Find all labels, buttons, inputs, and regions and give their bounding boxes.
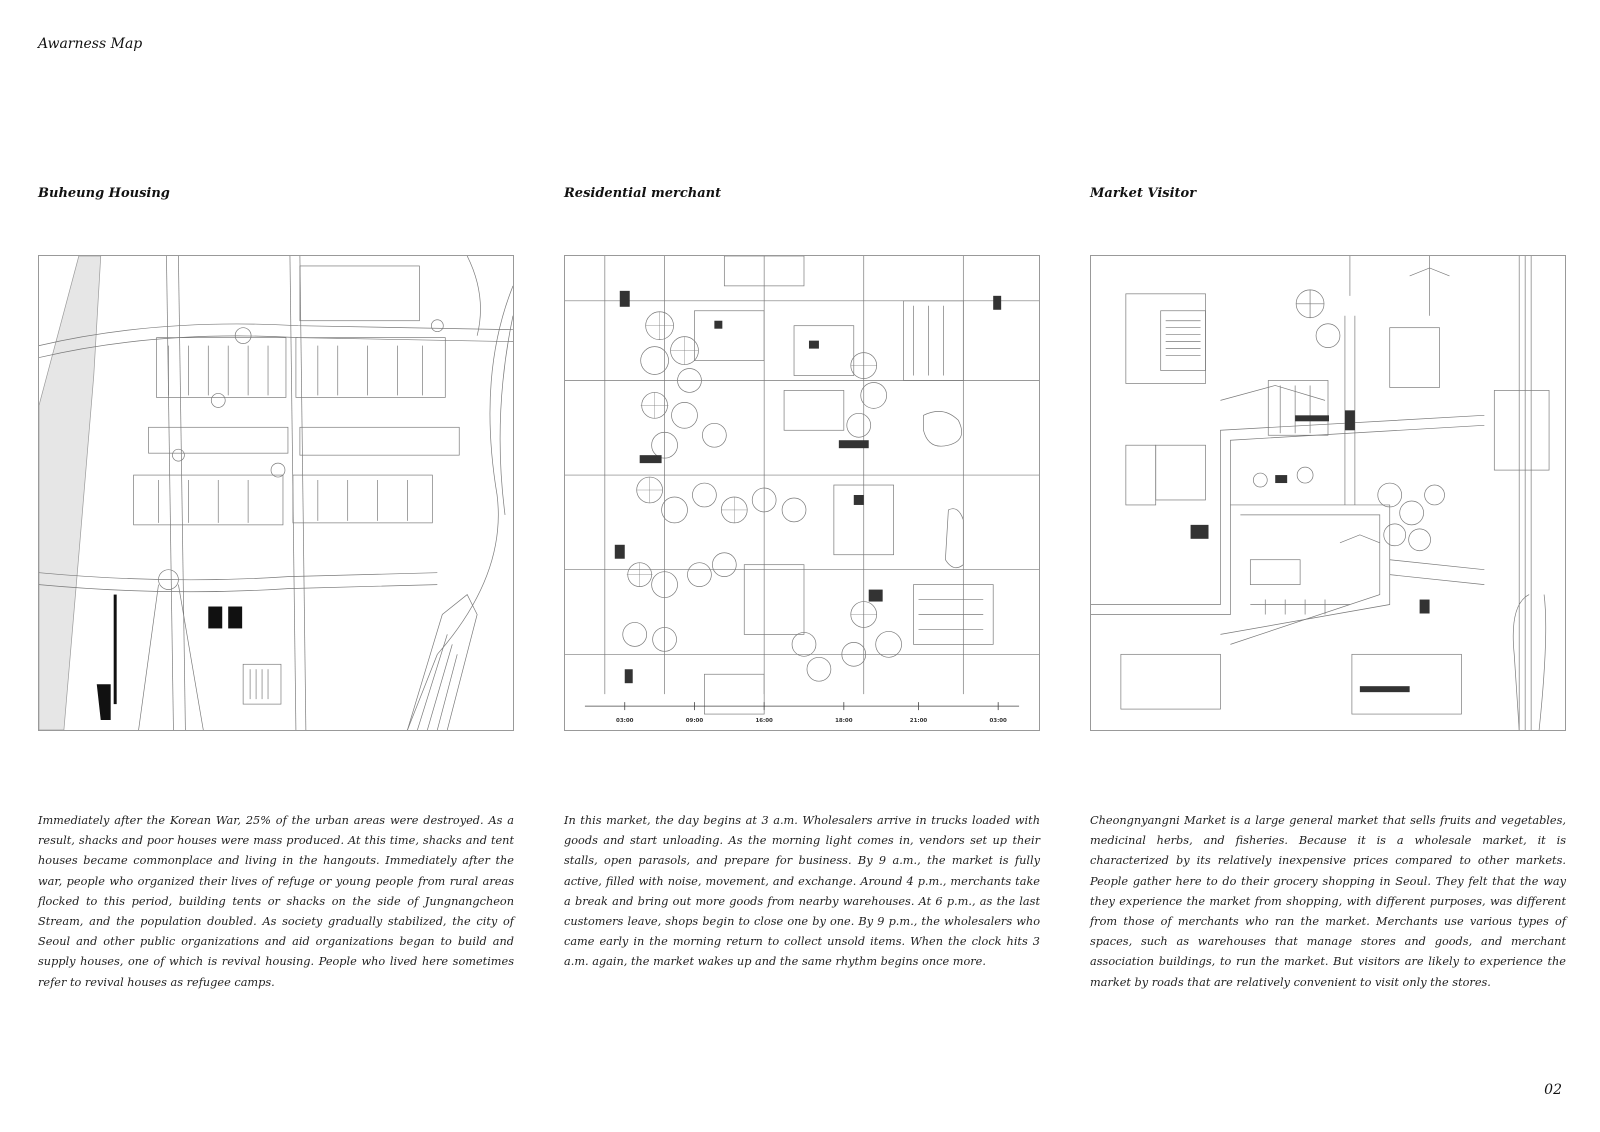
timeline-tick-label: 21:00	[909, 718, 928, 725]
market-visitor-text: Cheongnyangni Market is a large general market that sells fruits and vegetables, medicinal herbs, and fisheries. Because it is a wholesale market, it is characterized by its relatively inexpensive prices compared to other markets. People gather here to do their grocery shopping in Seoul. They felt that the way they experience the market from shopping, with different purposes, was different from those of merchants who ran the market. Merchants use various types of spaces, such as warehouses that manage stores and goods, and merchant association buildings, to run the market. But visitors are likely to experience the market by roads that are relatively convenient to visit only the stores.	[1090, 814, 1566, 989]
market-visitor-title: Market Visitor	[1090, 186, 1197, 201]
timeline-tick-label: 03:00	[616, 718, 634, 725]
buheung-housing-map	[38, 255, 514, 731]
timeline-tick-label: 16:00	[755, 718, 773, 725]
residential-merchant-text: In this market, the day begins at 3 a.m. Wholesalers arrive in trucks loaded with goods and start unloading. As the morning light comes in, vendors set up their stalls, open parasols, and prepare for business. By 9 a.m., the market is fully active, filled with noise, movement, and exchange. Around 4 p.m., merchants take a break and bring out more goods from nearby warehouses. At 6 p.m., as the last customers leave, shops begin to close one by one. By 9 p.m., the wholesalers who came early in the morning return to collect unsold items. When the clock hits 3 a.m. again, the market wakes up and the same rhythm begins once more.	[564, 814, 1040, 969]
page-number: 02	[1544, 1082, 1562, 1098]
market-visitor-map	[1090, 255, 1566, 731]
buheung-housing-title: Buheung Housing	[38, 186, 170, 201]
page-title: Awarness Map	[38, 36, 143, 52]
timeline-tick-label: 03:00	[989, 718, 1007, 725]
residential-merchant-map	[564, 255, 1040, 731]
residential-merchant-title: Residential merchant	[564, 186, 722, 201]
timeline-tick-label: 09:00	[685, 718, 704, 725]
residential-merchant-drawing	[565, 256, 1039, 730]
market-visitor-drawing	[1091, 256, 1565, 730]
timeline-tick-label: 18:00	[835, 718, 853, 725]
buheung-housing-drawing	[39, 256, 513, 730]
buheung-housing-text: Immediately after the Korean War, 25% of the urban areas were destroyed. As a result, shacks and poor houses were mass produced. At this time, shacks and tent houses became commonplace and living in the hangouts. Immediately after the war, people who organized their lives of refuge or young people from rural areas flocked to this period, building tents or shacks on the side of Jungnangcheon Stream, and the population doubled. As society gradually stabilized, the city of Seoul and other public organizations and aid organizations began to build and supply houses, one of which is revival housing. People who lived here sometimes refer to revival houses as refugee camps.	[38, 814, 514, 989]
